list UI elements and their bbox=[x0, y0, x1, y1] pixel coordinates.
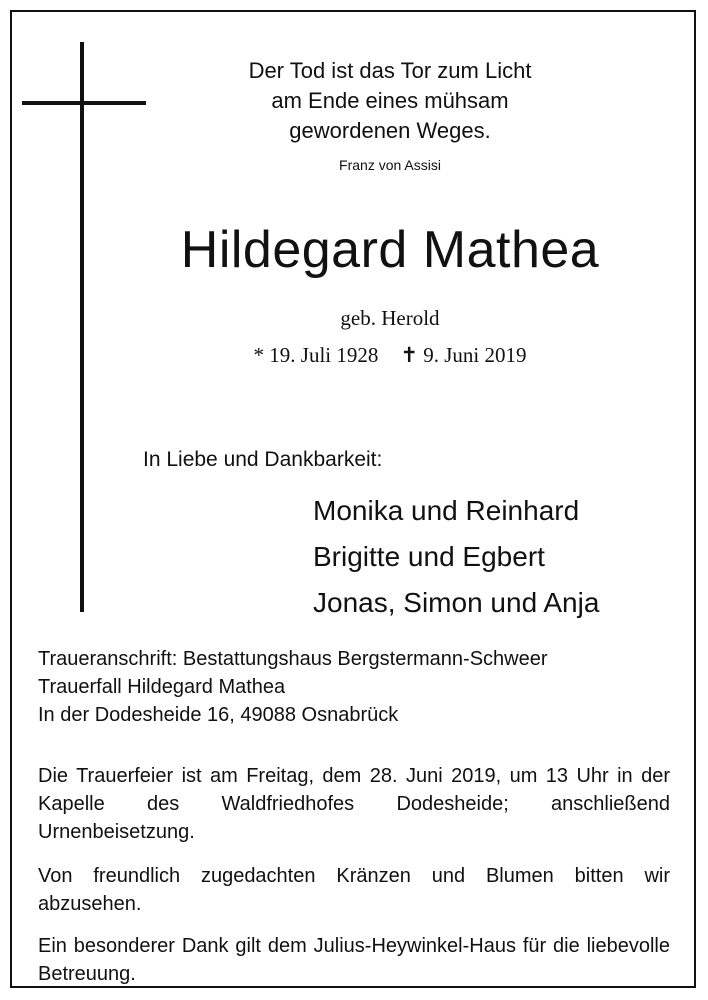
birth-date: * 19. Juli 1928 bbox=[253, 343, 379, 367]
mourner-entry: Brigitte und Egbert bbox=[313, 541, 545, 572]
mourner-entry: Jonas, Simon und Anja bbox=[313, 587, 600, 618]
funeral-service-note: Die Trauerfeier ist am Freitag, dem 28. Juni 2019, um 13 Uhr in der Kapelle des Waldfriedhofes Dodesheide; anschließend Urnenbeisetzung. bbox=[38, 765, 670, 843]
mourning-address bbox=[38, 645, 548, 729]
flowers-note: Von freundlich zugedachten Kränzen und Blumen bitten wir abzusehen. bbox=[38, 865, 670, 915]
deceased-name: Hildegard Mathea bbox=[180, 221, 600, 279]
address-line: Traueranschrift: Bestattungshaus Bergstermann-Schweer bbox=[38, 648, 548, 670]
cross-icon-bar bbox=[22, 101, 146, 105]
cross-icon bbox=[80, 42, 84, 612]
address-line: Trauerfall Hildegard Mathea bbox=[38, 676, 286, 698]
address-line: In der Dodesheide 16, 49088 Osnabrück bbox=[38, 704, 399, 726]
mourners-list bbox=[313, 488, 599, 626]
maiden-name: geb. Herold bbox=[340, 306, 440, 330]
dedication: In Liebe und Dankbarkeit: bbox=[143, 448, 383, 471]
quote-line: am Ende eines mühsam bbox=[271, 88, 509, 113]
quote-line: gewordenen Weges. bbox=[289, 118, 491, 143]
quote-author: Franz von Assisi bbox=[339, 157, 441, 173]
life-dates bbox=[150, 343, 630, 368]
quote-line: Der Tod ist das Tor zum Licht bbox=[248, 58, 532, 83]
death-date: ✝ 9. Juni 2019 bbox=[400, 343, 527, 367]
mourner-entry: Monika und Reinhard bbox=[313, 495, 580, 526]
thanks-note: Ein besonderer Dank gilt dem Julius-Heywinkel-Haus für die liebevolle Betreuung. bbox=[38, 935, 670, 985]
